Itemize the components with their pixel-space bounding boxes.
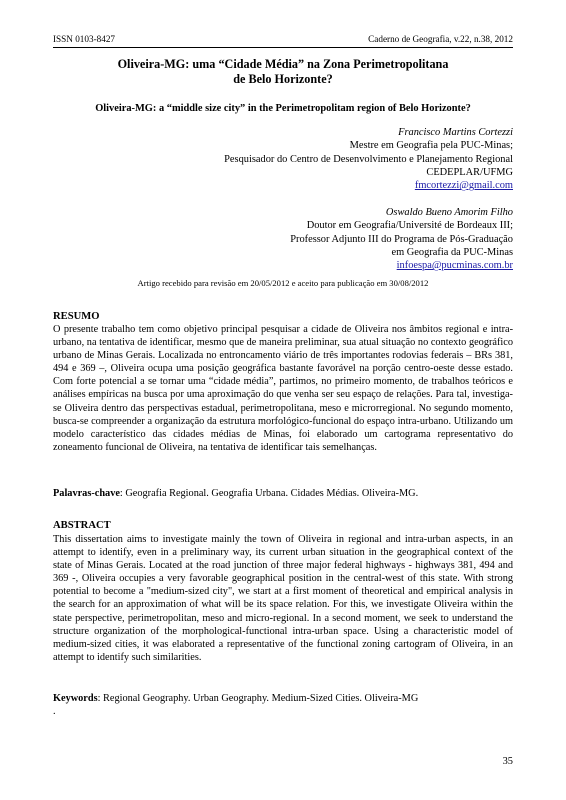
- author-affiliation: Doutor em Geografia/Université de Bordeaux III;: [306, 220, 513, 232]
- running-header: [53, 34, 513, 48]
- author-name: Oswaldo Bueno Amorim Filho: [385, 207, 513, 218]
- abstract-text: This dissertation aims to investigate mainly the town of Oliveira in regional and intra-urban aspects, in an attempt to identify, even in a preliminary way, its current urban situation in the geographical context of the state of Minas Gerais. Located at the road junction of three major federal highways - highways 381, 494 and 369 -, Oliveira occupies a very favorable geographical position in the central-west of this state. With strong potential to become a "medium-sized city", we start at a first moment of theoretical and empirical analysis in the search for an approximation of what will be its space relation. For this, we investigate Oliveira within the state perspective, perimetropolitan, meso and micro-regional. In a second moment, we seek to understand the structure organization of the morphological-functional intra-urban space. Using a characteristic model of medium-sized cities, it was elaborated a representative of the functional zoning cartogram of Oliveira, in an attempt to identify such similarities.: [53, 534, 513, 663]
- title-english: Oliveira-MG: a “middle size city” in the Perimetropolitam region of Belo Horizonte?: [95, 103, 471, 114]
- author-affiliation: em Geografia da PUC-Minas: [391, 246, 513, 258]
- title-line-1: Oliveira-MG: uma “Cidade Média” na Zona Perimetropolitana: [117, 57, 449, 71]
- title-line-2: de Belo Horizonte?: [233, 71, 333, 86]
- keywords-trailing: .: [53, 706, 56, 718]
- palavras-chave: [53, 487, 513, 500]
- author-block-1: [224, 126, 513, 192]
- author-block-2: [290, 206, 513, 272]
- author-name: Francisco Martins Cortezzi: [398, 127, 513, 138]
- author-affiliation: Mestre em Geografia pela PUC-Minas;: [349, 140, 513, 152]
- resumo-text: O presente trabalho tem como objetivo principal pesquisar a cidade de Oliveira nos âmbitos regional e intra-urbano, na tentativa de identificar, mesmo que de maneira preliminar, sua atual situação no contexto geográfico urbano de Minas Gerais. Localizada no entroncamento viário de três importantes rodovias federais – BRs 381, 494 e 369 –, Oliveira ocupa uma posição geográfica bastante favorável na porção centro-oeste desse estado. Com forte potencial a se tornar uma “cidade média”, partimos, no primeiro momento, de trabalhos teóricos e análises empíricas na busca por uma aproximação do que venha ser seu espaço de relações. Para tal, investiga-se Oliveira dentro das perspectivas estadual, perimetropolitana, meso e microrregional. No segundo momento, busca-se compreender a organização da estrutura morfológico-funcional do espaço intra-urbano. Utilizando um modelo característico das cidades médias de Minas, foi elaborado um cartograma representativo do zoneamento funcional de Oliveira, na tentativa de identificar tais semelhanças.: [53, 324, 513, 453]
- abstract-heading: ABSTRACT: [53, 520, 111, 531]
- author-affiliation: Professor Adjunto III do Programa de Pós-Graduação: [290, 233, 513, 245]
- journal-citation: Caderno de Geografia, v.22, n.38, 2012: [368, 34, 513, 44]
- issn: ISSN 0103-8427: [53, 34, 116, 44]
- keywords-label: Keywords: [53, 693, 98, 704]
- resumo-heading: RESUMO: [53, 311, 100, 322]
- keywords-text: : Regional Geography. Urban Geography. Medium-Sized Cities. Oliveira-MG: [97, 693, 419, 704]
- author-affiliation: CEDEPLAR/UFMG: [426, 166, 513, 178]
- title-portuguese: [53, 57, 513, 86]
- palavras-chave-label: Palavras-chave: [53, 488, 120, 499]
- received-note: Artigo recebido para revisão em 20/05/2012 e aceito para publicação em 30/08/2012: [137, 278, 429, 288]
- page-number: 35: [502, 756, 513, 767]
- keywords: [53, 692, 513, 718]
- author-affiliation: Pesquisador do Centro de Desenvolvimento e Planejamento Regional: [224, 153, 513, 165]
- palavras-chave-text: : Geografia Regional. Geografia Urbana. Cidades Médias. Oliveira-MG.: [119, 488, 419, 499]
- author-email-link[interactable]: infoespa@pucminas.com.br: [396, 260, 513, 272]
- author-email-link[interactable]: fmcortezzi@gmail.com: [414, 180, 513, 192]
